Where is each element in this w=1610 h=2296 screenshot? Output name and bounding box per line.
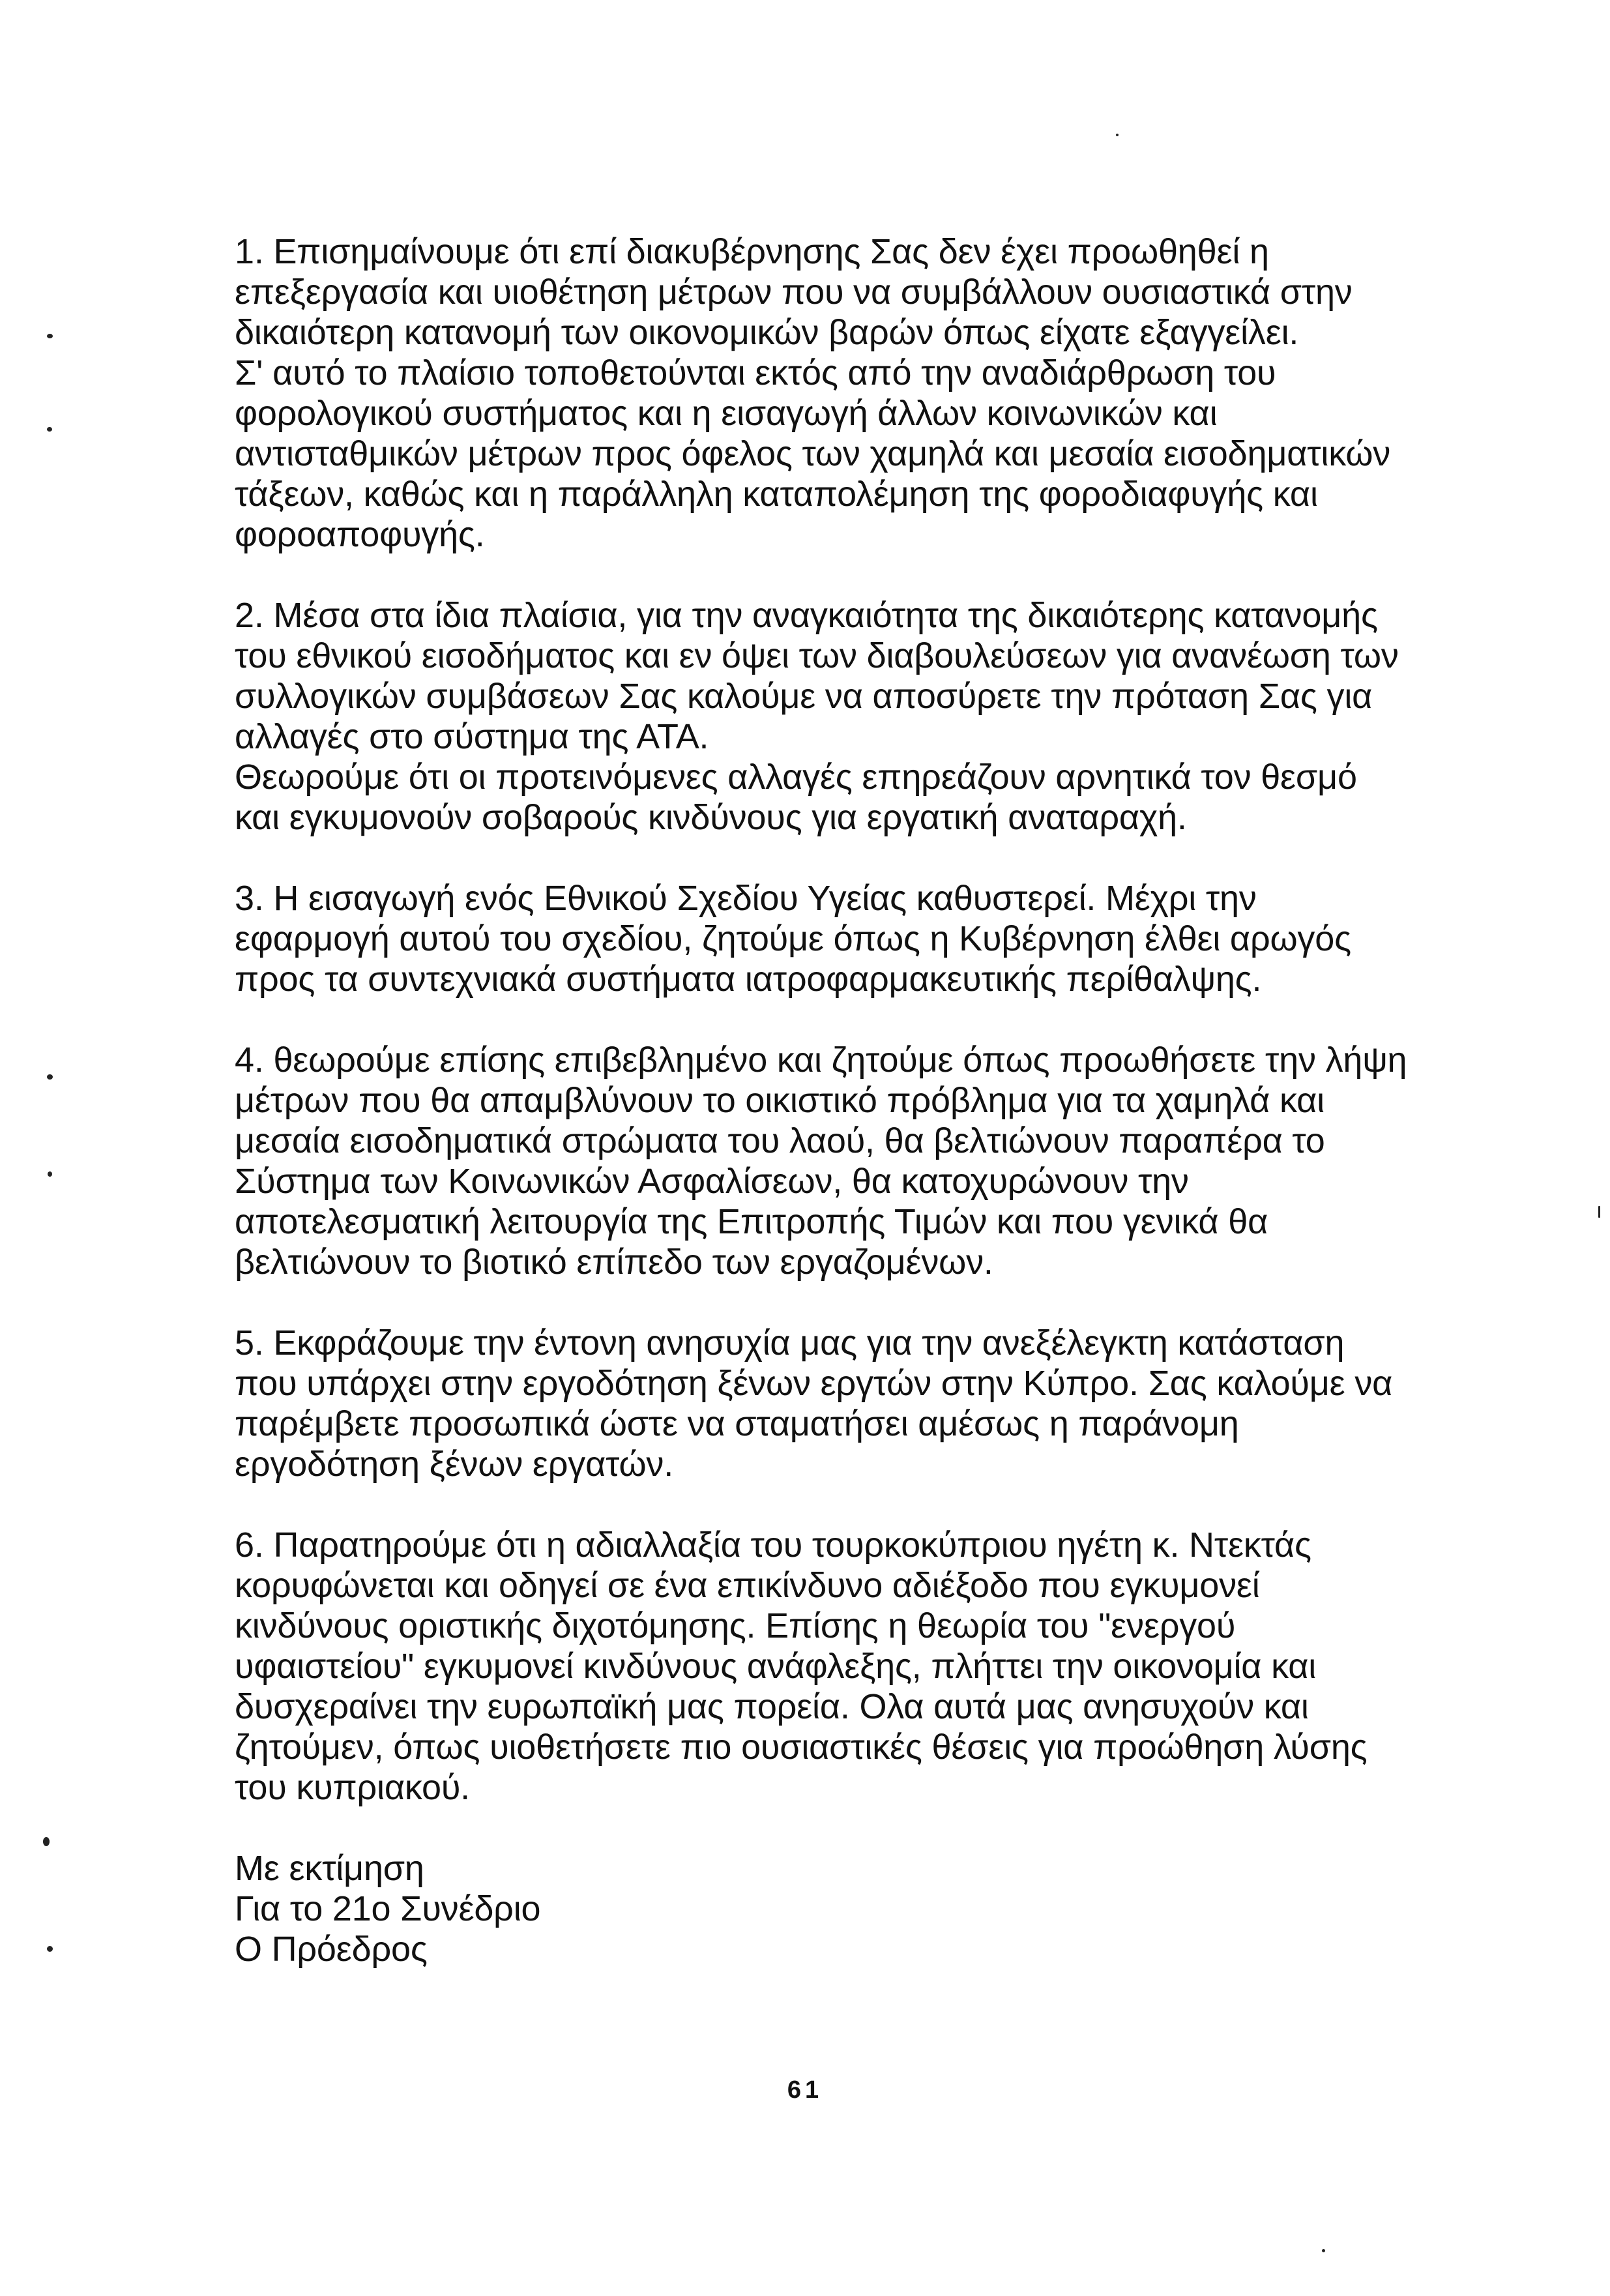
text-line: 2. Μέσα στα ίδια πλαίσια, για την αναγκαιότητα της δικαιότερης κατανομής xyxy=(235,596,1378,635)
text-line: αποτελεσματική λειτουργία της Επιτροπής Τιμών και που γενικά θα xyxy=(235,1202,1268,1241)
text-line: τάξεων, καθώς και η παράλληλη καταπολέμηση της φοροδιαφυγής και xyxy=(235,475,1318,514)
text-line: φοροαποφυγής. xyxy=(235,515,485,554)
text-line: και εγκυμονούν σοβαρούς κινδύνους για εργατική αναταραχή. xyxy=(235,798,1187,837)
margin-speck xyxy=(47,1946,53,1952)
text-line: υφαιστείου" εγκυμονεί κινδύνους ανάφλεξης, πλήττει την οικονομία και xyxy=(235,1647,1317,1686)
text-line: Θεωρούμε ότι οι προτεινόμενες αλλαγές επηρεάζουν αρνητικά τον θεσμό xyxy=(235,758,1357,797)
text-line: δικαιότερη κατανομή των οικονομικών βαρών όπως είχατε εξαγγείλει. xyxy=(235,313,1299,352)
text-line: παρέμβετε προσωπικά ώστε να σταματήσει αμέσως η παράνομη xyxy=(235,1404,1239,1443)
paragraph-6 xyxy=(235,1525,1460,1808)
paragraph-3 xyxy=(235,878,1460,999)
margin-speck xyxy=(48,1171,52,1177)
closing-salutation: Με εκτίμηση xyxy=(235,1849,424,1888)
text-line: του εθνικού εισοδήματος και εν όψει των διαβουλεύσεων για ανανέωση των xyxy=(235,636,1399,675)
text-line: 5. Εκφράζουμε την έντονη ανησυχία μας για την ανεξέλεγκτη κατάσταση xyxy=(235,1323,1345,1362)
text-line: βελτιώνουν το βιοτικό επίπεδο των εργαζομένων. xyxy=(235,1243,993,1282)
text-line: Σ' αυτό το πλαίσιο τοποθετούνται εκτός από την αναδιάρθρωση του xyxy=(235,353,1276,392)
text-line: κορυφώνεται και οδηγεί σε ένα επικίνδυνο αδιέξοδο που εγκυμονεί xyxy=(235,1566,1260,1605)
text-line: 3. Η εισαγωγή ενός Εθνικού Σχεδίου Υγείας καθυστερεί. Μέχρι την xyxy=(235,879,1257,918)
paragraph-5 xyxy=(235,1323,1460,1484)
text-line: δυσχεραίνει την ευρωπαϊκή μας πορεία. Ολα αυτά μας ανησυχούν και xyxy=(235,1687,1309,1726)
margin-speck xyxy=(47,1074,53,1080)
text-line: 4. θεωρούμε επίσης επιβεβλημένο και ζητούμε όπως προωθήσετε την λήψη xyxy=(235,1040,1407,1080)
letter-body xyxy=(235,231,1460,2010)
margin-speck xyxy=(47,427,52,432)
margin-speck xyxy=(47,334,53,338)
text-line: προς τα συντεχνιακά συστήματα ιατροφαρμακευτικής περίθαλψης. xyxy=(235,960,1262,999)
margin-speck xyxy=(43,1837,50,1846)
paragraph-4 xyxy=(235,1040,1460,1282)
text-line: ζητούμεν, όπως υιοθετήσετε πιο ουσιαστικές θέσεις για προώθηση λύσης xyxy=(235,1728,1368,1767)
text-line: 6. Παρατηρούμε ότι η αδιαλλαξία του τουρκοκύπριου ηγέτη κ. Ντεκτάς xyxy=(235,1525,1311,1565)
text-line: 1. Επισημαίνουμε ότι επί διακυβέρνησης Σας δεν έχει προωθηθεί η xyxy=(235,232,1269,271)
text-line: Σύστημα των Κοινωνικών Ασφαλίσεων, θα κατοχυρώνουν την xyxy=(235,1162,1189,1201)
paragraph-2 xyxy=(235,595,1460,838)
margin-speck xyxy=(1322,2249,1325,2252)
text-line: εφαρμογή αυτού του σχεδίου, ζητούμε όπως η Κυβέρνηση έλθει αρωγός xyxy=(235,919,1351,958)
text-line: αντισταθμικών μέτρων προς όφελος των χαμηλά και μεσαία εισοδηματικών xyxy=(235,434,1391,473)
text-line: εργοδότηση ξένων εργατών. xyxy=(235,1445,674,1484)
closing-signature xyxy=(235,1848,1460,1969)
text-line: φορολογικού συστήματος και η εισαγωγή άλλων κοινωνικών και xyxy=(235,394,1218,433)
text-line: επεξεργασία και υιοθέτηση μέτρων που να συμβάλλουν ουσιαστικά στην xyxy=(235,272,1353,312)
closing-body: Για το 21ο Συνέδριο xyxy=(235,1889,541,1928)
closing-title: Ο Πρόεδρος xyxy=(235,1930,428,1969)
text-line: που υπάρχει στην εργοδότηση ξένων εργτών στην Κύπρο. Σας καλούμε να xyxy=(235,1364,1393,1403)
margin-speck xyxy=(1116,134,1119,136)
text-line: του κυπριακού. xyxy=(235,1768,470,1807)
page-number: 61 xyxy=(787,2076,823,2104)
text-line: μέτρων που θα απαμβλύνουν το οικιστικό πρόβλημα για τα χαμηλά και xyxy=(235,1081,1325,1120)
margin-speck xyxy=(1598,1206,1600,1218)
text-line: μεσαία εισοδηματικά στρώματα του λαού, θα βελτιώνουν παραπέρα το xyxy=(235,1121,1325,1160)
text-line: κινδύνους οριστικής διχοτόμησης. Επίσης η θεωρία του "ενεργού xyxy=(235,1606,1236,1645)
paragraph-1 xyxy=(235,231,1460,555)
text-line: αλλαγές στο σύστημα της ΑΤΑ. xyxy=(235,717,709,756)
text-line: συλλογικών συμβάσεων Σας καλούμε να αποσύρετε την πρόταση Σας για xyxy=(235,677,1373,716)
